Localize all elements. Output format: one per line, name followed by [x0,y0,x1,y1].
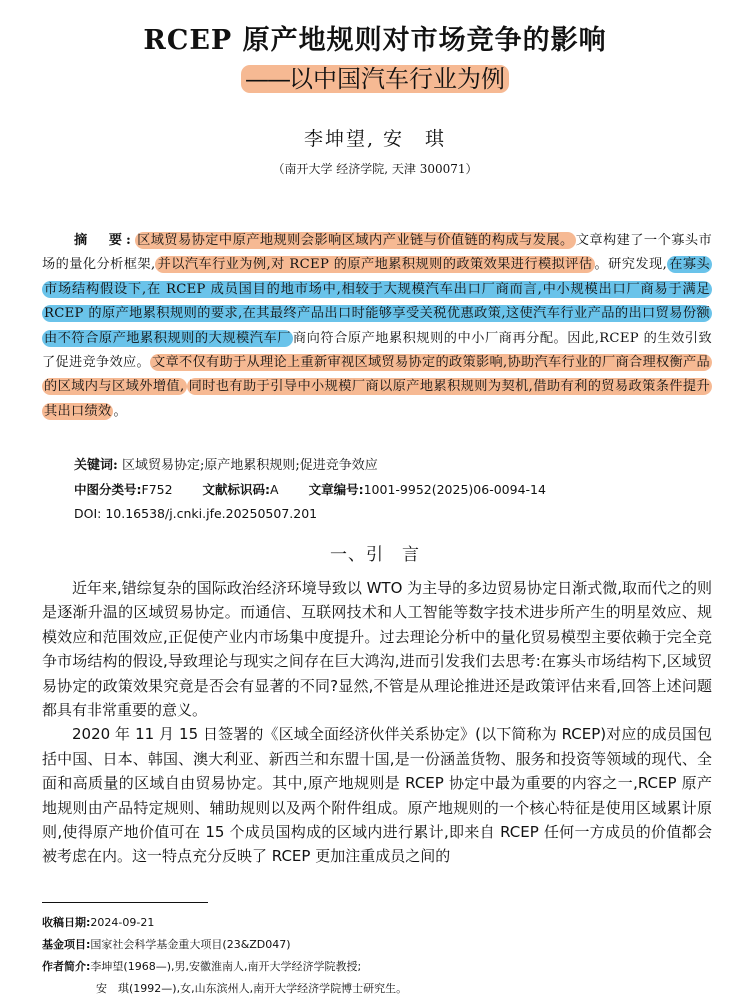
doc-label: 文献标识码: [202,482,271,497]
keywords-value: 区域贸易协定;原产地累积规则;促进竞争效应 [121,458,378,473]
footnote-divider [42,902,208,903]
footnote-received [42,912,712,934]
author1-bio: 李坤望(1968—),男,安徽淮南人,南开大学经济学院教授; [90,960,362,973]
fund-label: 基金项目: [42,938,91,951]
footnote-fund [42,934,712,956]
subtitle-highlight [241,65,509,93]
abstract-highlight-2: 并以汽车行业为例,对 RCEP 的原产地累积规则的政策效果进行模拟评估 [157,257,593,273]
classification-line [74,480,714,498]
abstract-highlight-3: 文章不仅有助于从理论上重新审视区域贸易协定的政策影响,协助汽车行业的厂商合理权衡产品的区域内与区域外增值, [44,355,710,395]
authors: 李坤望, 安 琪 [303,128,447,150]
body-paragraph-1: 近年来,错综复杂的国际政治经济环境导致以 WTO 为主导的多边贸易协定日渐式微,取而代之的则是逐渐升温的区域贸易协定。而通信、互联网技术和人工智能等数字技术进步所产生的明星效应、规模效应和范围效应,正促使产业内市场集中度提升。过去理论分析中的量化贸易模型主要依赖于完全竞争市场结构的假设,导致理论与现实之间存在巨大鸿沟,进而引发我们去思考:在寡头市场结构下,区域贸易协定的政策效果究竟是否会有显著的不同?显然,不管是从理论推进还是政策评估来看,回答上述问题都具有非常重要的意义。 [42,579,712,720]
clc-label: 中图分类号: [74,482,142,497]
footnote-author-2: 安 琪(1992—),女,山东滨州人,南开大学经济学院博士研究生。 [96,982,408,995]
paper-subtitle [0,64,750,94]
article-number [309,480,546,498]
abstract [42,229,712,424]
abstract-text-4: 。 [113,403,127,419]
affiliation: （南开大学 经济学院, 天津 300071） [272,162,478,176]
abstract-label: 摘 要: [74,233,135,248]
subtitle-dash: —— [245,65,289,93]
clc-value: F752 [141,482,173,497]
section-heading: 一、引 言 [330,545,420,565]
abstract-text-2: 。研究发现, [594,257,668,273]
art-value: 1001-9952(2025)06-0094-14 [363,482,546,497]
author-label: 作者简介: [42,960,91,973]
abstract-text-1: 文章构建了一个寡头市场的量化分析框架, [42,233,712,273]
doi: DOI: 10.16538/j.cnki.jfe.20250507.201 [74,506,318,521]
art-label: 文章编号: [308,482,364,497]
doc-value: A [270,482,279,497]
abstract-text-3: 商向符合原产地累积规则的中小厂商再分配。因此,RCEP 的生效引致了促进竞争效应。 [42,330,712,371]
footnote-author [42,956,712,978]
subtitle-text: 以中国汽车行业为例 [289,65,505,93]
footnotes [42,912,712,1000]
received-label: 收稿日期: [42,916,91,929]
body-paragraph-2: 2020 年 11 月 15 日签署的《区域全面经济伙伴关系协定》(以下简称为 RCEP)对应的成员国包括中国、日本、韩国、澳大利亚、新西兰和东盟十国,是一份涵盖货物、服务和投资等领域的现代、全面和高质量的区域自由贸易协定。其中,原产地规则是 RCEP 协定中最为重要的内容之一,RCEP 原产地规则由产品特定规则、辅助规则以及两个附件组成。原产地规则的一个核心特征是使用区域累计原则,使得原产地价值可在 15 个成员国构成的区域内进行累计,即来自 RCEP 任何一方成员的价值都会被考虑在内。这一特点充分反映了 RCEP 更加注重成员之间的 [42,725,712,866]
fund-value: 国家社会科学基金重大项目(23&ZD047) [90,938,291,951]
keywords-label: 关键词: [74,458,118,473]
received-value: 2024-09-21 [90,916,155,929]
abstract-highlight-4: 同时也有助于引导中小规模厂商以原产地累积规则为契机,借助有利的贸易政策条件提升其出口绩效 [44,379,710,419]
clc-number [74,480,173,498]
paper-title: RCEP 原产地规则对市场竞争的影响 [143,25,607,56]
keywords [74,454,714,473]
abstract-highlight-1: 区域贸易协定中原产地规则会影响区域内产业链与价值链的构成与发展。 [136,233,574,248]
body-text [42,576,712,869]
abstract-highlight-blue: 在寡头市场结构假设下,在 RCEP 成员国目的地市场中,相较于大规模汽车出口厂商而言,中小规模出口厂商易于满足 RCEP 的原产地累积规则的要求,在其最终产品出口时能够享受关税优惠政策,这使汽车行业产品的出口贸易份额由不符合原产地累积规则的大规模汽车厂 [44,257,710,346]
document-code [203,480,279,498]
